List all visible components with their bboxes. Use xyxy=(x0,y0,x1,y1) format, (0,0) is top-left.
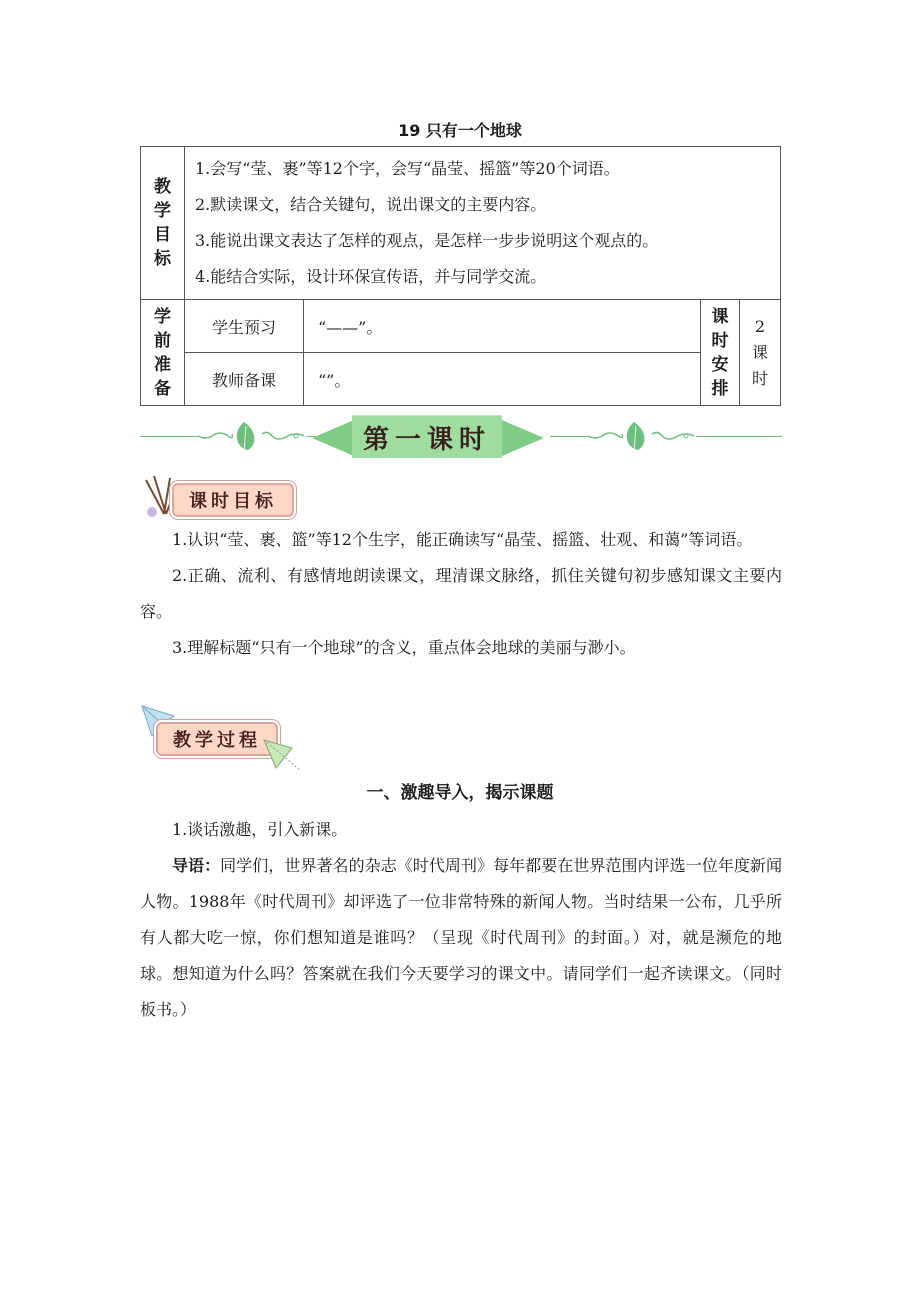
lead-label: 导语： xyxy=(172,856,221,875)
schedule-value-char: 时 xyxy=(751,368,768,388)
goals-row xyxy=(141,147,781,300)
divider-line xyxy=(140,436,200,437)
lesson-plan-table xyxy=(140,146,781,406)
lesson-goals-list xyxy=(140,522,782,666)
schedule-label-char: 安 xyxy=(711,354,729,375)
schedule-label-char: 时 xyxy=(711,330,729,351)
teacher-prep-label: 教师备课 xyxy=(185,353,304,406)
lesson-banner: 第一课时 xyxy=(352,415,502,458)
schedule-label-char: 课 xyxy=(711,306,729,327)
lead-paragraph xyxy=(140,848,782,1028)
prep-row-student xyxy=(141,300,781,353)
goal-item: 4.能结合实际，设计环保宣传语，并与同学交流。 xyxy=(195,267,547,286)
vine-leaf-ornament-icon xyxy=(196,418,306,454)
lesson-goal-item: 1.认识“莹、裹、篮”等12个生字，能正确读写“晶莹、摇篮、壮观、和蔼”等词语。 xyxy=(172,530,753,549)
divider-line xyxy=(550,436,590,437)
schedule-value-char: 课 xyxy=(751,342,768,362)
vine-leaf-ornament-icon xyxy=(586,418,696,454)
step-item: 1.谈话激趣，引入新课。 xyxy=(172,820,348,839)
schedule-value xyxy=(740,300,781,406)
divider-line xyxy=(696,436,782,437)
goal-item: 3.能说出课文表达了怎样的观点，是怎样一步步说明这个观点的。 xyxy=(195,231,659,250)
student-prep-value: “——”。 xyxy=(304,300,701,353)
student-prep-label: 学生预习 xyxy=(185,300,304,353)
lesson-goal-item: 2.正确、流利、有感情地朗读课文，理清课文脉络，抓住关键句初步感知课文主要内容。 xyxy=(140,566,782,621)
page-title: 19 只有一个地球 xyxy=(398,121,522,140)
lesson-goal-item: 3.理解标题“只有一个地球”的含义，重点体会地球的美丽与渺小。 xyxy=(172,638,636,657)
goal-item: 2.默读课文，结合关键句，说出课文的主要内容。 xyxy=(195,195,547,214)
prep-label-char: 前 xyxy=(154,330,171,351)
prep-row-teacher xyxy=(141,353,781,406)
lesson-divider xyxy=(140,412,782,462)
prep-label-char: 准 xyxy=(154,354,171,375)
teaching-process-tag: 教学过程 xyxy=(156,722,278,756)
goals-label-char: 学 xyxy=(154,201,171,221)
paper-plane-icon xyxy=(262,738,302,772)
schedule-label xyxy=(701,300,740,406)
goals-label xyxy=(141,147,185,300)
goals-list xyxy=(185,147,781,300)
prep-label xyxy=(141,300,185,406)
banner-tail-right xyxy=(502,420,544,456)
section-heading: 一、激趣导入，揭示课题 xyxy=(366,783,554,803)
banner-tail-left xyxy=(312,420,354,456)
goal-item: 1.会写“莹、裹”等12个字，会写“晶莹、摇篮”等20个词语。 xyxy=(195,159,620,178)
goals-label-char: 标 xyxy=(154,249,171,269)
goals-label-char: 目 xyxy=(154,225,171,245)
schedule-label-char: 排 xyxy=(711,378,729,399)
schedule-value-char: 2 xyxy=(754,316,766,336)
teaching-process-content xyxy=(140,812,782,1028)
goals-label-char: 教 xyxy=(154,177,171,197)
lead-text: 同学们，世界著名的杂志《时代周刊》每年都要在世界范围内评选一位年度新闻人物。1988年《时代周刊》却评选了一位非常特殊的新闻人物。当时结果一公布，几乎所有人都大吃一惊，你们想知道是谁吗？（呈现《时代周刊》的封面。）对，就是濒危的地球。想知道为什么吗？答案就在我们今天要学习的课文中。请同学们一起齐读课文。（同时板书。） xyxy=(140,856,782,1019)
teacher-prep-value: “”。 xyxy=(304,353,701,406)
lesson-goals-tag: 课时目标 xyxy=(172,483,294,517)
prep-label-char: 学 xyxy=(154,306,171,327)
prep-label-char: 备 xyxy=(154,378,171,399)
